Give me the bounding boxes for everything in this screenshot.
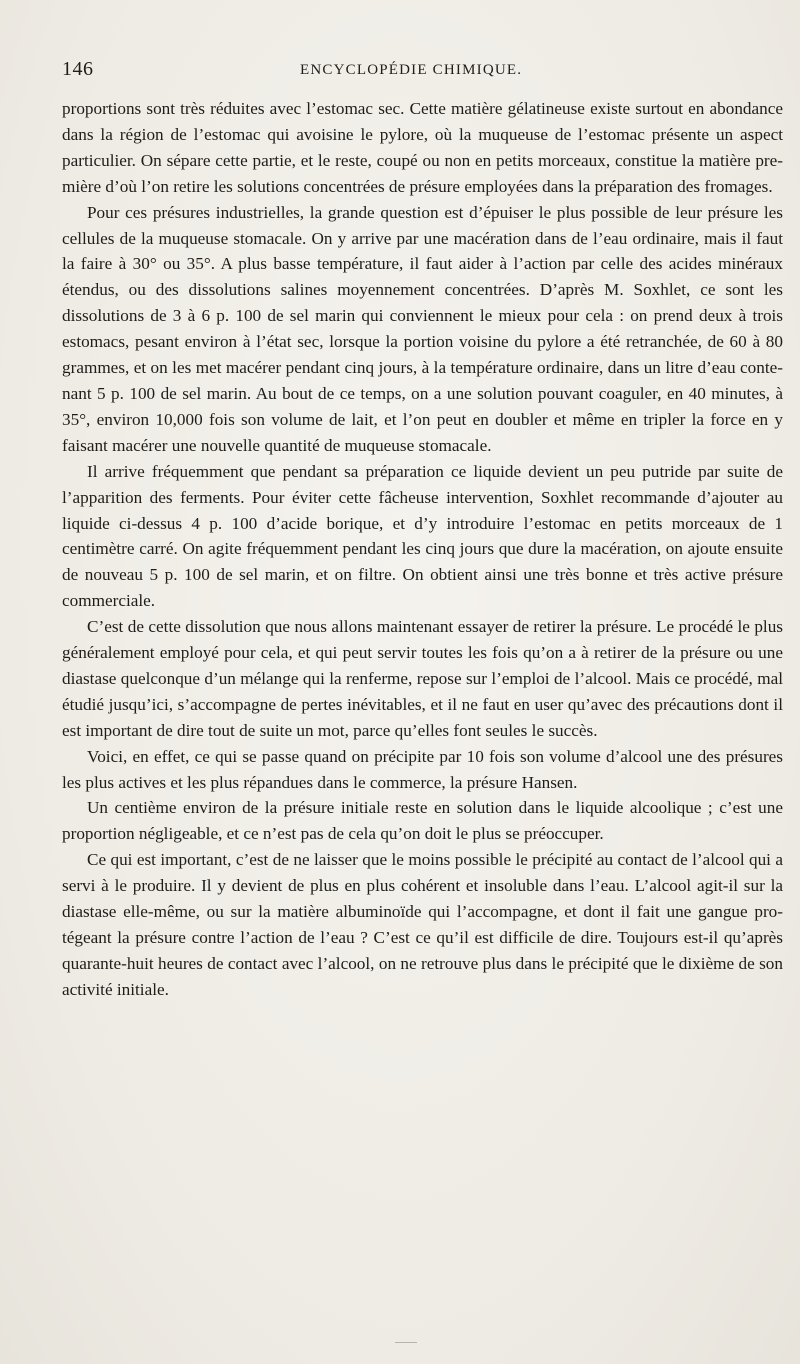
footer-rule <box>395 1342 417 1343</box>
body-text <box>62 96 783 1003</box>
paragraph: C’est de cette dissolution que nous allons maintenant essayer de retirer la présure. Le procédé le plus généralement employé pour cela, et qui peut servir toutes les fois qu’on a à retirer de la présure ou une diastase quelconque d’un mélange qui la renferme, repose sur l’emploi de l’alcool. Mais ce procédé, mal étudié jusqu’ici, s’accompagne de pertes inévitables, et il ne faut en user qu’avec des précautions dont il est important de dire tout de suite un mot, parce qu’elles font seules le succès. <box>62 617 783 740</box>
paragraph: Voici, en effet, ce qui se passe quand on précipite par 10 fois son volume d’alcool une des présures les plus actives et les plus répandues dans le commerce, la présure Hansen. <box>62 746 783 792</box>
page-number: 146 <box>62 58 94 80</box>
paragraph: Ce qui est important, c’est de ne laisser que le moins possible le précipité au contact de l’alcool qui a servi à le produire. Il y devient de plus en plus cohérent et insoluble dans l’eau. L’alcool agit-il sur la diastase elle-même, ou sur la matière albuminoïde qui l’accompagne, et dont il fait une gangue protégeant la présure contre l’action de l’eau ? C’est ce qu’il est difficile de dire. Toujours est-il qu’après quarante-huit heures de contact avec l’alcool, on ne retrouve plus dans le précipité que le dixième de son activité initiale. <box>62 850 783 999</box>
page-header <box>62 58 742 86</box>
paragraph-continued: proportions sont très réduites avec l’estomac sec. Cette matière gélatineuse existe surtout en abondance dans la région de l’estomac qui avoisine le pylore, où la muqueuse de l’estomac présente un aspect particulier. On sépare cette partie, et le reste, coupé ou non en petits morceaux, constitue la matière première d’où l’on retire les solutions concentrées de présure employées dans la préparation des fromages. <box>62 99 783 196</box>
paragraph: Il arrive fréquemment que pendant sa préparation ce liquide devient un peu putride par suite de l’apparition des ferments. Pour éviter cette fâcheuse intervention, Soxhlet recommande d’ajouter au liquide ci-dessus 4 p. 100 d’acide borique, et d’y introduire l’estomac en petits morceaux de 1 centimètre carré. On agite fréquemment pendant les cinq jours que dure la macération, on ajoute ensuite de nouveau 5 p. 100 de sel marin, et on filtre. On obtient ainsi une très bonne et très active présure commerciale. <box>62 461 783 611</box>
running-head: ENCYCLOPÉDIE CHIMIQUE. <box>300 62 523 78</box>
paragraph: Pour ces présures industrielles, la grande question est d’épuiser le plus possible de leur présure les cellules de la muqueuse stomacale. On y arrive par une macération dans de l’eau ordinaire, mais il faut la faire à 30° ou 35°. A plus basse température, il faut aider à l’action par celle des acides minéraux étendus, ou des dissolutions salines moyennement concentrées. D’après M. Soxhlet, ce sont les dissolutions de 3 à 6 p. 100 de sel marin qui conviennent le mieux pour cela : on prend deux à trois estomacs, pesant environ à l’état sec, lorsque la portion voisine du pylore a été retranchée, de 60 à 80 grammes, et on les met macérer pendant cinq jours, à la température ordinaire, dans un litre d’eau contenant 5 p. 100 de sel marin. Au bout de ce temps, on a une solution pouvant coaguler, en 40 minutes, à 35°, environ 10,000 fois son volume de lait, et l’on peut en doubler et même en tripler la force en y faisant macérer une nouvelle quantité de muqueuse stomacale. <box>62 202 783 455</box>
paragraph: Un centième environ de la présure initiale reste en solution dans le liquide alcoolique ; c’est une proportion négligeable, et ce n’est pas de cela qu’on doit le plus se préoccuper. <box>62 798 783 844</box>
